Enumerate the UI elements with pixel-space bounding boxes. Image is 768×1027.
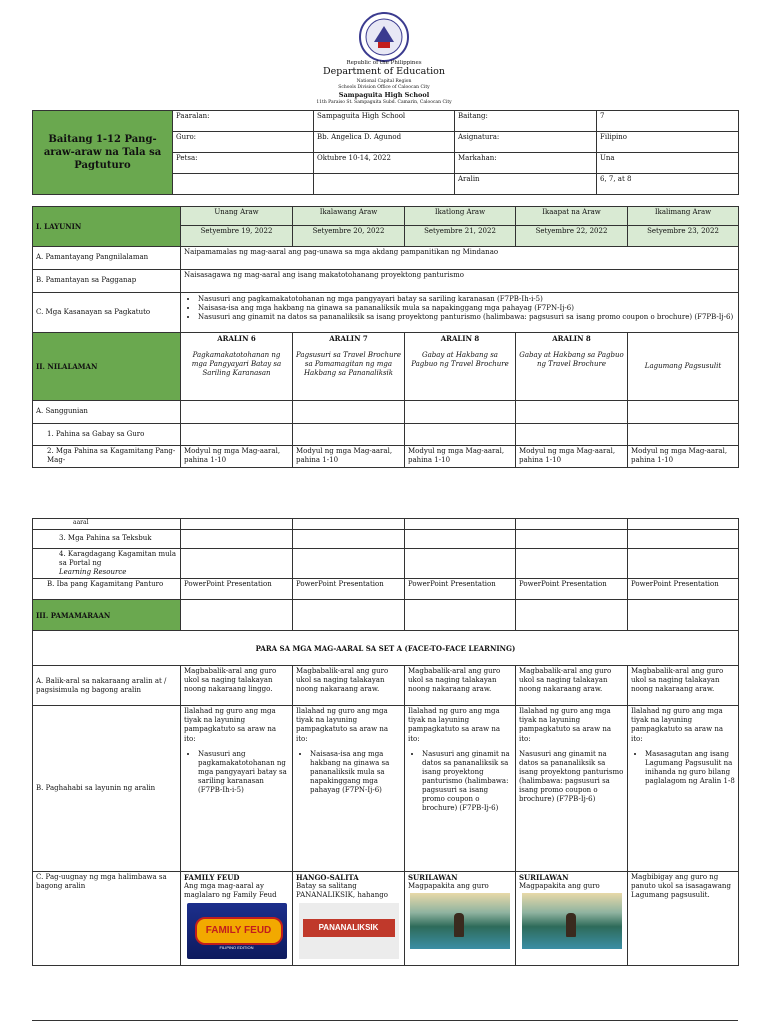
aralin-title: Lagumang Pagsusulit (628, 333, 739, 401)
objective-item: • Nasusuri ang pagkamakatotohanan ng mga pangyayari batay sa sariling karanasan (F7PB-Ih-i-5) (198, 750, 289, 795)
aaral-continuation: aaral (33, 519, 181, 530)
kasanayan-label: C. Mga Kasanayan sa Pagkatuto (33, 293, 181, 333)
family-feud-logo-text: FAMILY FEUD (195, 917, 283, 945)
paaralan-value: Sampaguita High School (314, 111, 455, 132)
activity-text: Magbibigay ang guro ng panuto ukol sa isasagawang Lagumang pagsusulit. (628, 872, 739, 966)
dlp-title: Baitang 1-12 Pang-araw-araw na Tala sa Pagtuturo (33, 111, 173, 195)
activity-title: SURILAWAN (408, 873, 458, 883)
date-1: Setyembre 19, 2022 (181, 226, 293, 247)
karagdagang-label: 4. Karagdagang Kagamitan mula sa Portal ng (59, 550, 177, 568)
plan-table-1 (32, 206, 739, 468)
pag-uugnay-label: C. Pag-uugnay ng mga halimbawa sa bagong aralin (33, 872, 181, 966)
balik-aral-cell: Magbabalik-aral ang guro ukol sa naging talakayan noong nakaraang linggo. (181, 666, 293, 706)
learning-resource-label: Learning Resource (59, 568, 127, 577)
aralin-title: Pagkamakatotohanan ng mga Pangyayari Batay sa Sariling Karanasan (191, 351, 282, 378)
tiyak-text: Ilalahad ng guro ang mga tiyak na layuning pampagkatuto sa araw na ito: (184, 707, 276, 743)
paghahabi-label: B. Paghahabi sa layunin ng aralin (33, 706, 181, 872)
modyul-cell: Modyul ng mga Mag-aaral, pahina 1-10 (405, 446, 516, 468)
ppt-cell: PowerPoint Presentation (516, 579, 628, 600)
objective-item: • Masasagutan ang isang Lagumang Pagsusulit na inihanda ng guro bilang paglalagom ng Aralin 1-8 (645, 750, 735, 786)
objective-item: • Nasusuri ang ginamit na datos sa pananaliksik sa isang proyektong panturismo (halimbawa: pagsusuri sa isang promo coupon o brochure) (F7PB-Ij-6) (422, 750, 512, 814)
date-4: Setyembre 22, 2022 (516, 226, 628, 247)
tiyak-text: Ilalahad ng guro ang mga tiyak na layuning pampagkatuto sa araw na ito: (408, 707, 500, 743)
teksbuk-label: 3. Mga Pahina sa Teksbuk (33, 530, 181, 549)
ppt-cell: PowerPoint Presentation (628, 579, 739, 600)
petsa-value: Oktubre 10-14, 2022 (314, 153, 455, 174)
pahina-kagamitan-label: 2. Mga Pahina sa Kagamitang Pang-Mag- (33, 446, 181, 468)
ppt-cell: PowerPoint Presentation (405, 579, 516, 600)
balik-aral-cell: Magbabalik-aral ang guro ukol sa naging talakayan noong nakaraang araw. (405, 666, 516, 706)
markahan-value: Una (597, 153, 739, 174)
pananaliksik-image-text: PANANALIKSIK (303, 919, 395, 937)
sanggunian-label: A. Sanggunian (33, 401, 181, 424)
balik-aral-cell: Magbabalik-aral ang guro ukol sa naging talakayan noong nakaraang araw. (516, 666, 628, 706)
department-text: Department of Education (323, 66, 445, 77)
pagganap-value: Naisasagawa ng mag-aaral ang isang makatotohanang proyektong panturismo (181, 270, 739, 293)
objective-item: • Naisasa-isa ang mga hakbang na ginawa sa pananaliksik mula sa napakinggang mga pahayag (F7PN-Ij-6) (310, 750, 401, 795)
balik-aral-label: A. Balik-aral sa nakaraang aralin at / pagsisimula ng bagong aralin (33, 666, 181, 706)
school-address: 11th Paraiso St. Sampaguita Subd. Camarin, Caloocan City (316, 100, 452, 105)
tiyak-text: Ilalahad ng guro ang mga tiyak na layuning pampagkatuto sa araw na ito: (296, 707, 388, 743)
iba-pang-label: B. Iba pang Kagamitang Panturo (33, 579, 181, 600)
tiyak-text: Ilalahad ng guro ang mga tiyak na layuning pampagkatuto sa araw na ito: (519, 707, 611, 743)
balik-aral-cell: Magbabalik-aral ang guro ukol sa naging talakayan noong nakaraang araw. (628, 666, 739, 706)
tiyak-text: Ilalahad ng guro ang mga tiyak na layuning pampagkatuto sa araw na ito: (631, 707, 723, 743)
school-name: Sampaguita High School (338, 91, 430, 99)
modyul-cell: Modyul ng mga Mag-aaral, pahina 1-10 (516, 446, 628, 468)
asignatura-label: Asignatura: (455, 132, 597, 153)
day-2: Ikalawang Araw (293, 207, 405, 226)
aralin-label: Aralin (455, 174, 597, 195)
pamantayang-label: A. Pamantayang Pangnilalaman (33, 247, 181, 270)
region-text: National Capital Region (356, 79, 412, 84)
day-1: Unang Araw (181, 207, 293, 226)
deped-seal-icon (359, 12, 409, 62)
aralin-value: 6, 7, at 8 (597, 174, 739, 195)
objective-item: Nasusuri ang ginamit na datos sa pananaliksik sa isang proyektong panturismo (halimbawa: pagsusuri sa isang promo coupon o brochure) (F7PB-Ij-6) (519, 749, 624, 804)
guro-value: Bb. Angelica D. Agunod (314, 132, 455, 153)
set-a-heading: PARA SA MGA MAG-AARAL SA SET A (FACE-TO-FACE LEARNING) (33, 631, 739, 666)
kasanayan-item: • Nasusuri ang ginamit na datos sa pananaliksik sa isang proyektong panturismo (halimbawa: pagsusuri sa isang promo coupon o brochure) (F7PB-Ij-6) (198, 313, 735, 322)
family-feud-image (187, 903, 287, 959)
activity-text: Ang mga mag-aaral ay maglalaro ng Family Feud (184, 882, 277, 900)
republic-text: Republic of the Philippines (346, 60, 422, 66)
activity-title: SURILAWAN (519, 873, 569, 883)
aralin-head: ARALIN 6 (217, 334, 256, 343)
division-text: Schools Division Office of Caloocan City (338, 85, 430, 90)
balik-aral-cell: Magbabalik-aral ang guro ukol sa naging talakayan noong nakaraang araw. (293, 666, 405, 706)
modyul-cell: Modyul ng mga Mag-aaral, pahina 1-10 (293, 446, 405, 468)
plan-table-2 (32, 518, 739, 966)
aralin-title: Gabay at Hakbang sa Pagbuo ng Travel Brochure (411, 351, 509, 369)
modyul-cell: Modyul ng mga Mag-aaral, pahina 1-10 (628, 446, 739, 468)
baitang-label: Baitang: (455, 111, 597, 132)
asignatura-value: Filipino (597, 132, 739, 153)
aralin-head: ARALIN 8 (552, 334, 591, 343)
aralin-title: Gabay at Hakbang sa Pagbuo ng Travel Brochure (519, 351, 624, 369)
markahan-label: Markahan: (455, 153, 597, 174)
modyul-cell: Modyul ng mga Mag-aaral, pahina 1-10 (181, 446, 293, 468)
day-4: Ikaapat na Araw (516, 207, 628, 226)
activity-text: Batay sa salitang PANANALIKSIK, hahango (296, 882, 388, 900)
date-2: Setyembre 20, 2022 (293, 226, 405, 247)
petsa-label: Petsa: (173, 153, 314, 174)
date-5: Setyembre 23, 2022 (628, 226, 739, 247)
info-table (32, 110, 739, 195)
ppt-cell: PowerPoint Presentation (181, 579, 293, 600)
kasanayan-item: • Naisasa-isa ang mga hakbang na ginawa sa pananaliksik mula sa napakinggang mga pahayag (F7PN-Ij-6) (198, 304, 735, 313)
aralin-title: Pagsusuri sa Travel Brochure sa Pamamagitan ng mga Hakbang sa Pananaliksik (296, 351, 401, 378)
pamamaraan-heading: III. PAMAMARAAN (33, 600, 181, 631)
kasanayan-item: • Nasusuri ang pagkamakatotohanan ng mga pangyayari batay sa sariling karanasan (F7PB-Ih-i-5) (198, 295, 735, 304)
activity-title: HANGO-SALITA (296, 873, 359, 883)
layunin-heading: I. LAYUNIN (33, 207, 181, 247)
paaralan-label: Paaralan: (173, 111, 314, 132)
lake-photo (522, 893, 622, 949)
guro-label: Guro: (173, 132, 314, 153)
pananaliksik-image (299, 903, 399, 959)
activity-title: FAMILY FEUD (184, 873, 240, 883)
lake-photo (410, 893, 510, 949)
nilalaman-heading: II. NILALAMAN (33, 333, 181, 401)
family-feud-subtitle: FILIPINO EDITION (219, 944, 254, 950)
pagganap-label: B. Pamantayan sa Pagganap (33, 270, 181, 293)
aralin-head: ARALIN 8 (440, 334, 480, 343)
date-3: Setyembre 21, 2022 (405, 226, 516, 247)
aralin-head: ARALIN 7 (329, 334, 368, 343)
baitang-value: 7 (597, 111, 739, 132)
activity-text: Magpapakita ang guro (519, 882, 600, 891)
pahina-guro-label: 1. Pahina sa Gabay sa Guro (33, 424, 181, 446)
day-5: Ikalimang Araw (628, 207, 739, 226)
kasanayan-list (181, 293, 739, 333)
ppt-cell: PowerPoint Presentation (293, 579, 405, 600)
day-3: Ikatlong Araw (405, 207, 516, 226)
pamantayang-value: Naipamamalas ng mag-aaral ang pag-unawa sa mga akdang pampanitikan ng Mindanao (181, 247, 739, 270)
activity-text: Magpapakita ang guro (408, 882, 489, 891)
